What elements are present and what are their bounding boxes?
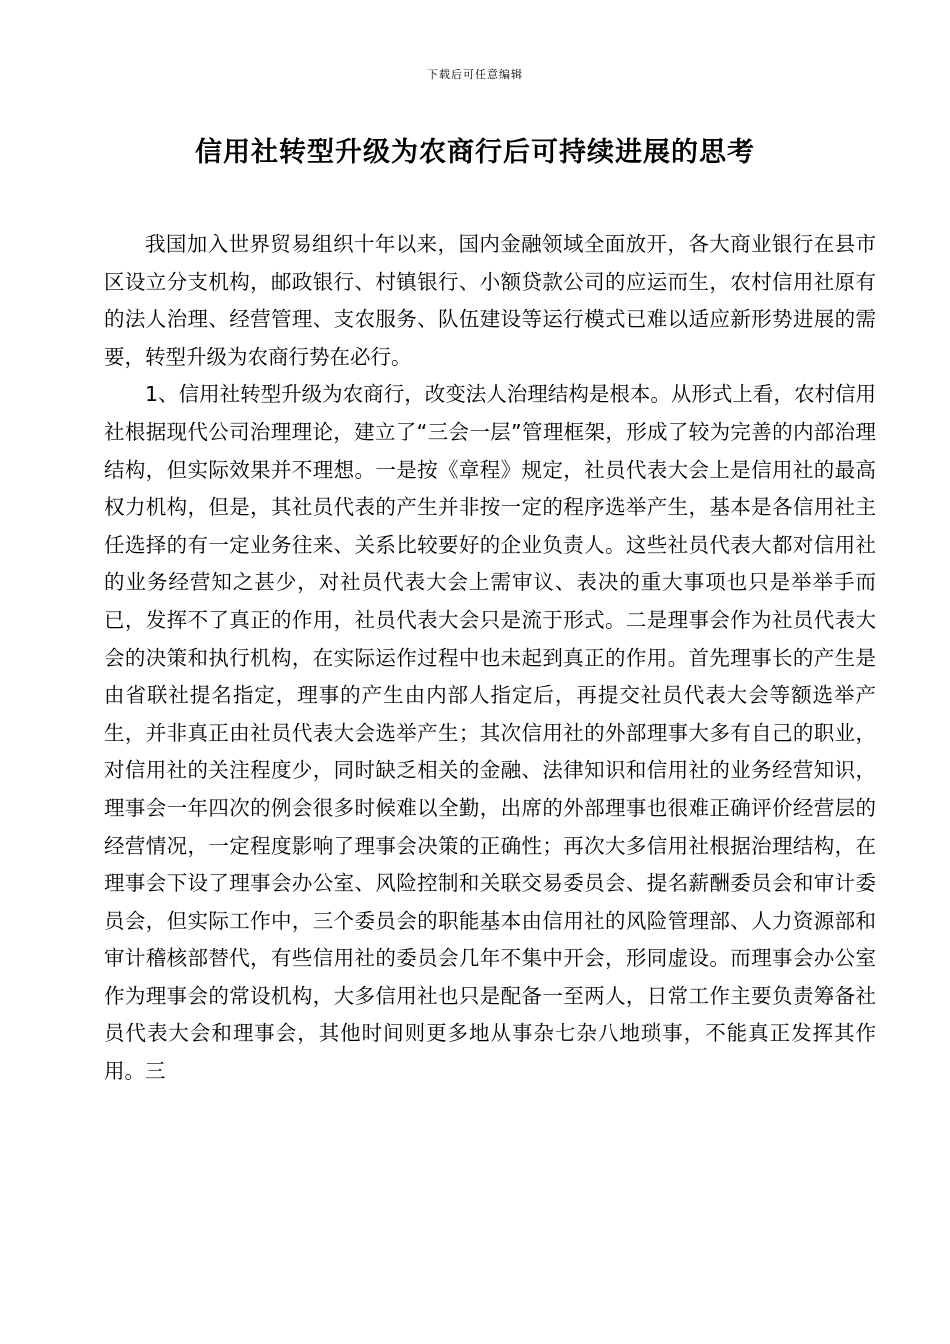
header-note: 下载后可任意编辑 bbox=[427, 68, 523, 81]
paragraph-intro: 我国加入世界贸易组织十年以来，国内金融领域全面放开，各大商业银行在县市区设立分支机构，邮政银行、村镇银行、小额贷款公司的应运而生，农村信用社原有的法人治理、经营管理、支农服务、队伍建设等运行模式已难以适应新形势进展的需要，转型升级为农商行势在必行。 bbox=[104, 232, 876, 369]
document-body bbox=[104, 226, 876, 1091]
document-title: 信用社转型升级为农商行后可持续进展的思考 bbox=[195, 137, 755, 168]
paragraph-section-1: 1、信用社转型升级为农商行，改变法人治理结构是根本。从形式上看，农村信用社根据现代公司治理理论，建立了“三会一层”管理框架，形成了较为完善的内部治理结构，但实际效果并不理想。一是按《章程》规定，社员代表大会上是信用社的最高权力机构，但是，其社员代表的产生并非按一定的程序选举产生，基本是各信用社主任选择的有一定业务往来、关系比较要好的企业负责人。这些社员代表大都对信用社的业务经营知之甚少，对社员代表大会上需审议、表决的重大事项也只是举举手而已，发挥不了真正的作用，社员代表大会只是流于形式。二是理事会作为社员代表大会的决策和执行机构，在实际运作过程中也未起到真正的作用。首先理事长的产生是由省联社提名指定，理事的产生由内部人指定后，再提交社员代表大会等额选举产生，并非真正由社员代表大会选举产生；其次信用社的外部理事大多有自己的职业，对信用社的关注程度少，同时缺乏相关的金融、法律知识和信用社的业务经营知识，理事会一年四次的例会很多时候难以全勤，出席的外部理事也很难正确评价经营层的经营情况，一定程度影响了理事会决策的正确性；再次大多信用社根据治理结构，在理事会下设了理事会办公室、风险控制和关联交易委员会、提名薪酬委员会和审计委员会，但实际工作中，三个委员会的职能基本由信用社的风险管理部、人力资源部和审计稽核部替代，有些信用社的委员会几年不集中开会，形同虚设。而理事会办公室作为理事会的常设机构，大多信用社也只是配备一至两人，日常工作主要负责筹备社员代表大会和理事会，其他时间则更多地从事杂七杂八地琐事，不能真正发挥其作用。三 bbox=[104, 382, 876, 1084]
